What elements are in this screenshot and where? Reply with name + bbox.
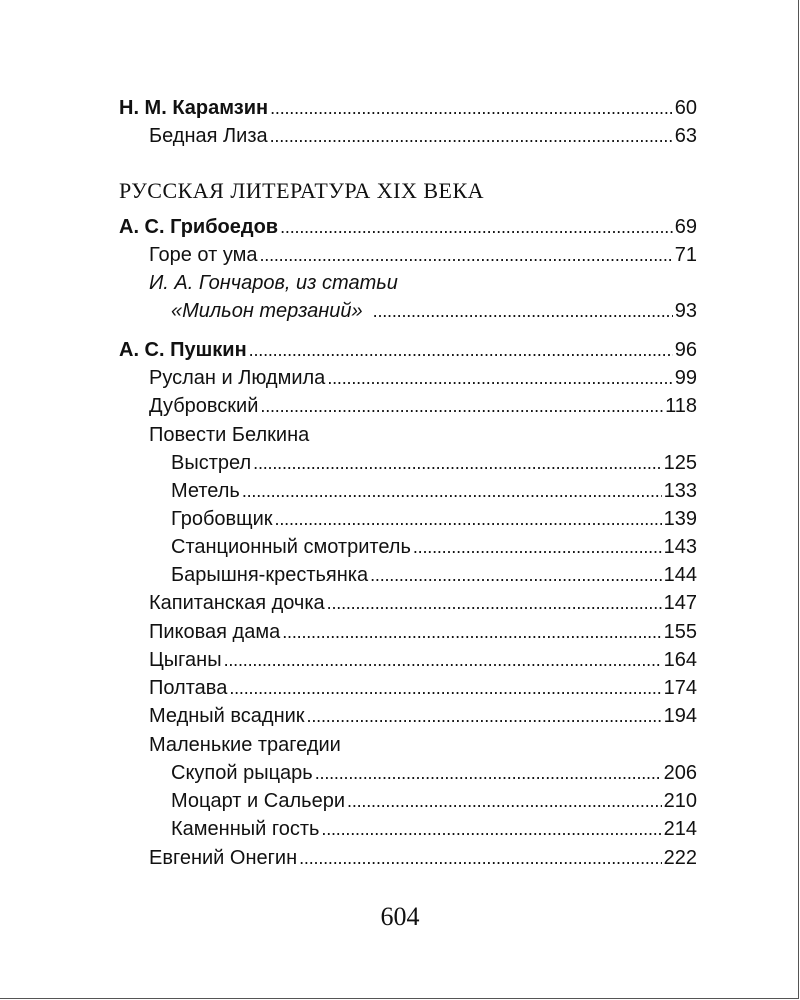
dot-leader: [347, 789, 662, 813]
entry-page: 164: [663, 649, 697, 671]
entry-title: Пиковая дама: [149, 621, 281, 643]
dot-leader: [282, 620, 661, 644]
toc-entry[interactable]: [149, 620, 697, 644]
entry-page: 147: [663, 592, 697, 614]
toc-entry[interactable]: [149, 846, 697, 870]
toc-entry[interactable]: [149, 366, 697, 390]
toc-entry-karamzin[interactable]: [119, 96, 697, 120]
dot-leader: [242, 479, 662, 503]
toc-entry[interactable]: [171, 817, 697, 841]
entry-title: «Мильон терзаний»: [171, 300, 363, 322]
entry-title: Моцарт и Сальери: [171, 790, 346, 812]
entry-title: Руслан и Людмила: [149, 367, 326, 389]
entry-page: 133: [663, 480, 697, 502]
toc-entry-article[interactable]: [171, 299, 697, 323]
entry-title: А. С. Пушкин: [119, 339, 247, 361]
dot-leader: [370, 563, 662, 587]
entry-title: Евгений Онегин: [149, 847, 298, 869]
entry-title: Полтава: [149, 677, 228, 699]
article-line-1: И. А. Гончаров, из статьи: [149, 272, 398, 294]
entry-page: 155: [663, 621, 697, 643]
entry-page: 210: [663, 790, 697, 812]
entry-title: Выстрел: [171, 452, 252, 474]
page-number: 604: [380, 902, 420, 931]
dot-leader: [253, 451, 661, 475]
entry-title: Барышня-крестьянка: [171, 564, 369, 586]
toc-entry[interactable]: [171, 761, 697, 785]
dot-leader: [229, 676, 661, 700]
entry-page: 71: [674, 244, 697, 266]
section-heading: РУССКАЯ ЛИТЕРАТУРА XIX ВЕКА: [119, 178, 485, 203]
dot-leader: [224, 648, 662, 672]
toc-entry[interactable]: [149, 704, 697, 728]
toc-entry[interactable]: [171, 451, 697, 475]
entry-title: Медный всадник: [149, 705, 305, 727]
dot-leader: [413, 535, 662, 559]
entry-page: 96: [674, 339, 697, 361]
entry-page: 222: [663, 847, 697, 869]
group-heading-belkin: Повести Белкина: [149, 424, 310, 446]
toc-entry[interactable]: [171, 563, 697, 587]
toc-entry-griboedov[interactable]: [119, 215, 697, 239]
entry-title: А. С. Грибоедов: [119, 216, 279, 238]
entry-page: 194: [663, 705, 697, 727]
toc-entry[interactable]: [171, 507, 697, 531]
entry-title: Метель: [171, 480, 240, 502]
entry-title: Дубровский: [149, 395, 259, 417]
entry-page: 60: [674, 97, 697, 119]
dot-leader: [249, 338, 673, 362]
dot-leader: [270, 124, 673, 148]
dot-leader: [259, 243, 672, 267]
dot-leader: [280, 215, 673, 239]
toc-entry[interactable]: [149, 591, 697, 615]
toc-entry-pushkin[interactable]: [119, 338, 697, 362]
group-heading-tragedies: Маленькие трагедии: [149, 734, 341, 756]
toc-entry[interactable]: [149, 124, 697, 148]
toc-entry[interactable]: [171, 789, 697, 813]
dot-leader: [315, 761, 662, 785]
entry-page: 125: [663, 452, 697, 474]
dot-leader: [275, 507, 662, 531]
entry-page: 206: [663, 762, 697, 784]
entry-title: Капитанская дочка: [149, 592, 325, 614]
entry-title: Гробовщик: [171, 508, 273, 530]
toc-entry[interactable]: [171, 535, 697, 559]
entry-page: 99: [674, 367, 697, 389]
dot-leader: [321, 817, 661, 841]
entry-title: Каменный гость: [171, 818, 320, 840]
entry-page: 139: [663, 508, 697, 530]
entry-title: Скупой рыцарь: [171, 762, 313, 784]
dot-leader: [327, 366, 672, 390]
entry-page: 174: [663, 677, 697, 699]
entry-page: 63: [674, 125, 697, 147]
entry-page: 143: [663, 536, 697, 558]
toc-entry[interactable]: [149, 243, 697, 267]
toc-entry[interactable]: [149, 676, 697, 700]
entry-title: Бедная Лиза: [149, 125, 268, 147]
entry-title: Горе от ума: [149, 244, 258, 266]
entry-page: 118: [665, 395, 697, 417]
entry-page: 144: [663, 564, 697, 586]
entry-title: Станционный смотритель: [171, 536, 411, 558]
dot-leader: [327, 591, 662, 615]
dot-leader: [307, 704, 662, 728]
dot-leader: [373, 299, 673, 323]
entry-title: Н. М. Карамзин: [119, 97, 269, 119]
dot-leader: [299, 846, 662, 870]
dot-leader: [260, 394, 663, 418]
entry-page: 214: [663, 818, 697, 840]
entry-page: 93: [674, 300, 697, 322]
toc-entry[interactable]: [171, 479, 697, 503]
toc-entry[interactable]: [149, 648, 697, 672]
dot-leader: [270, 96, 673, 120]
entry-title: Цыганы: [149, 649, 222, 671]
toc-entry[interactable]: [149, 394, 697, 418]
entry-page: 69: [674, 216, 697, 238]
